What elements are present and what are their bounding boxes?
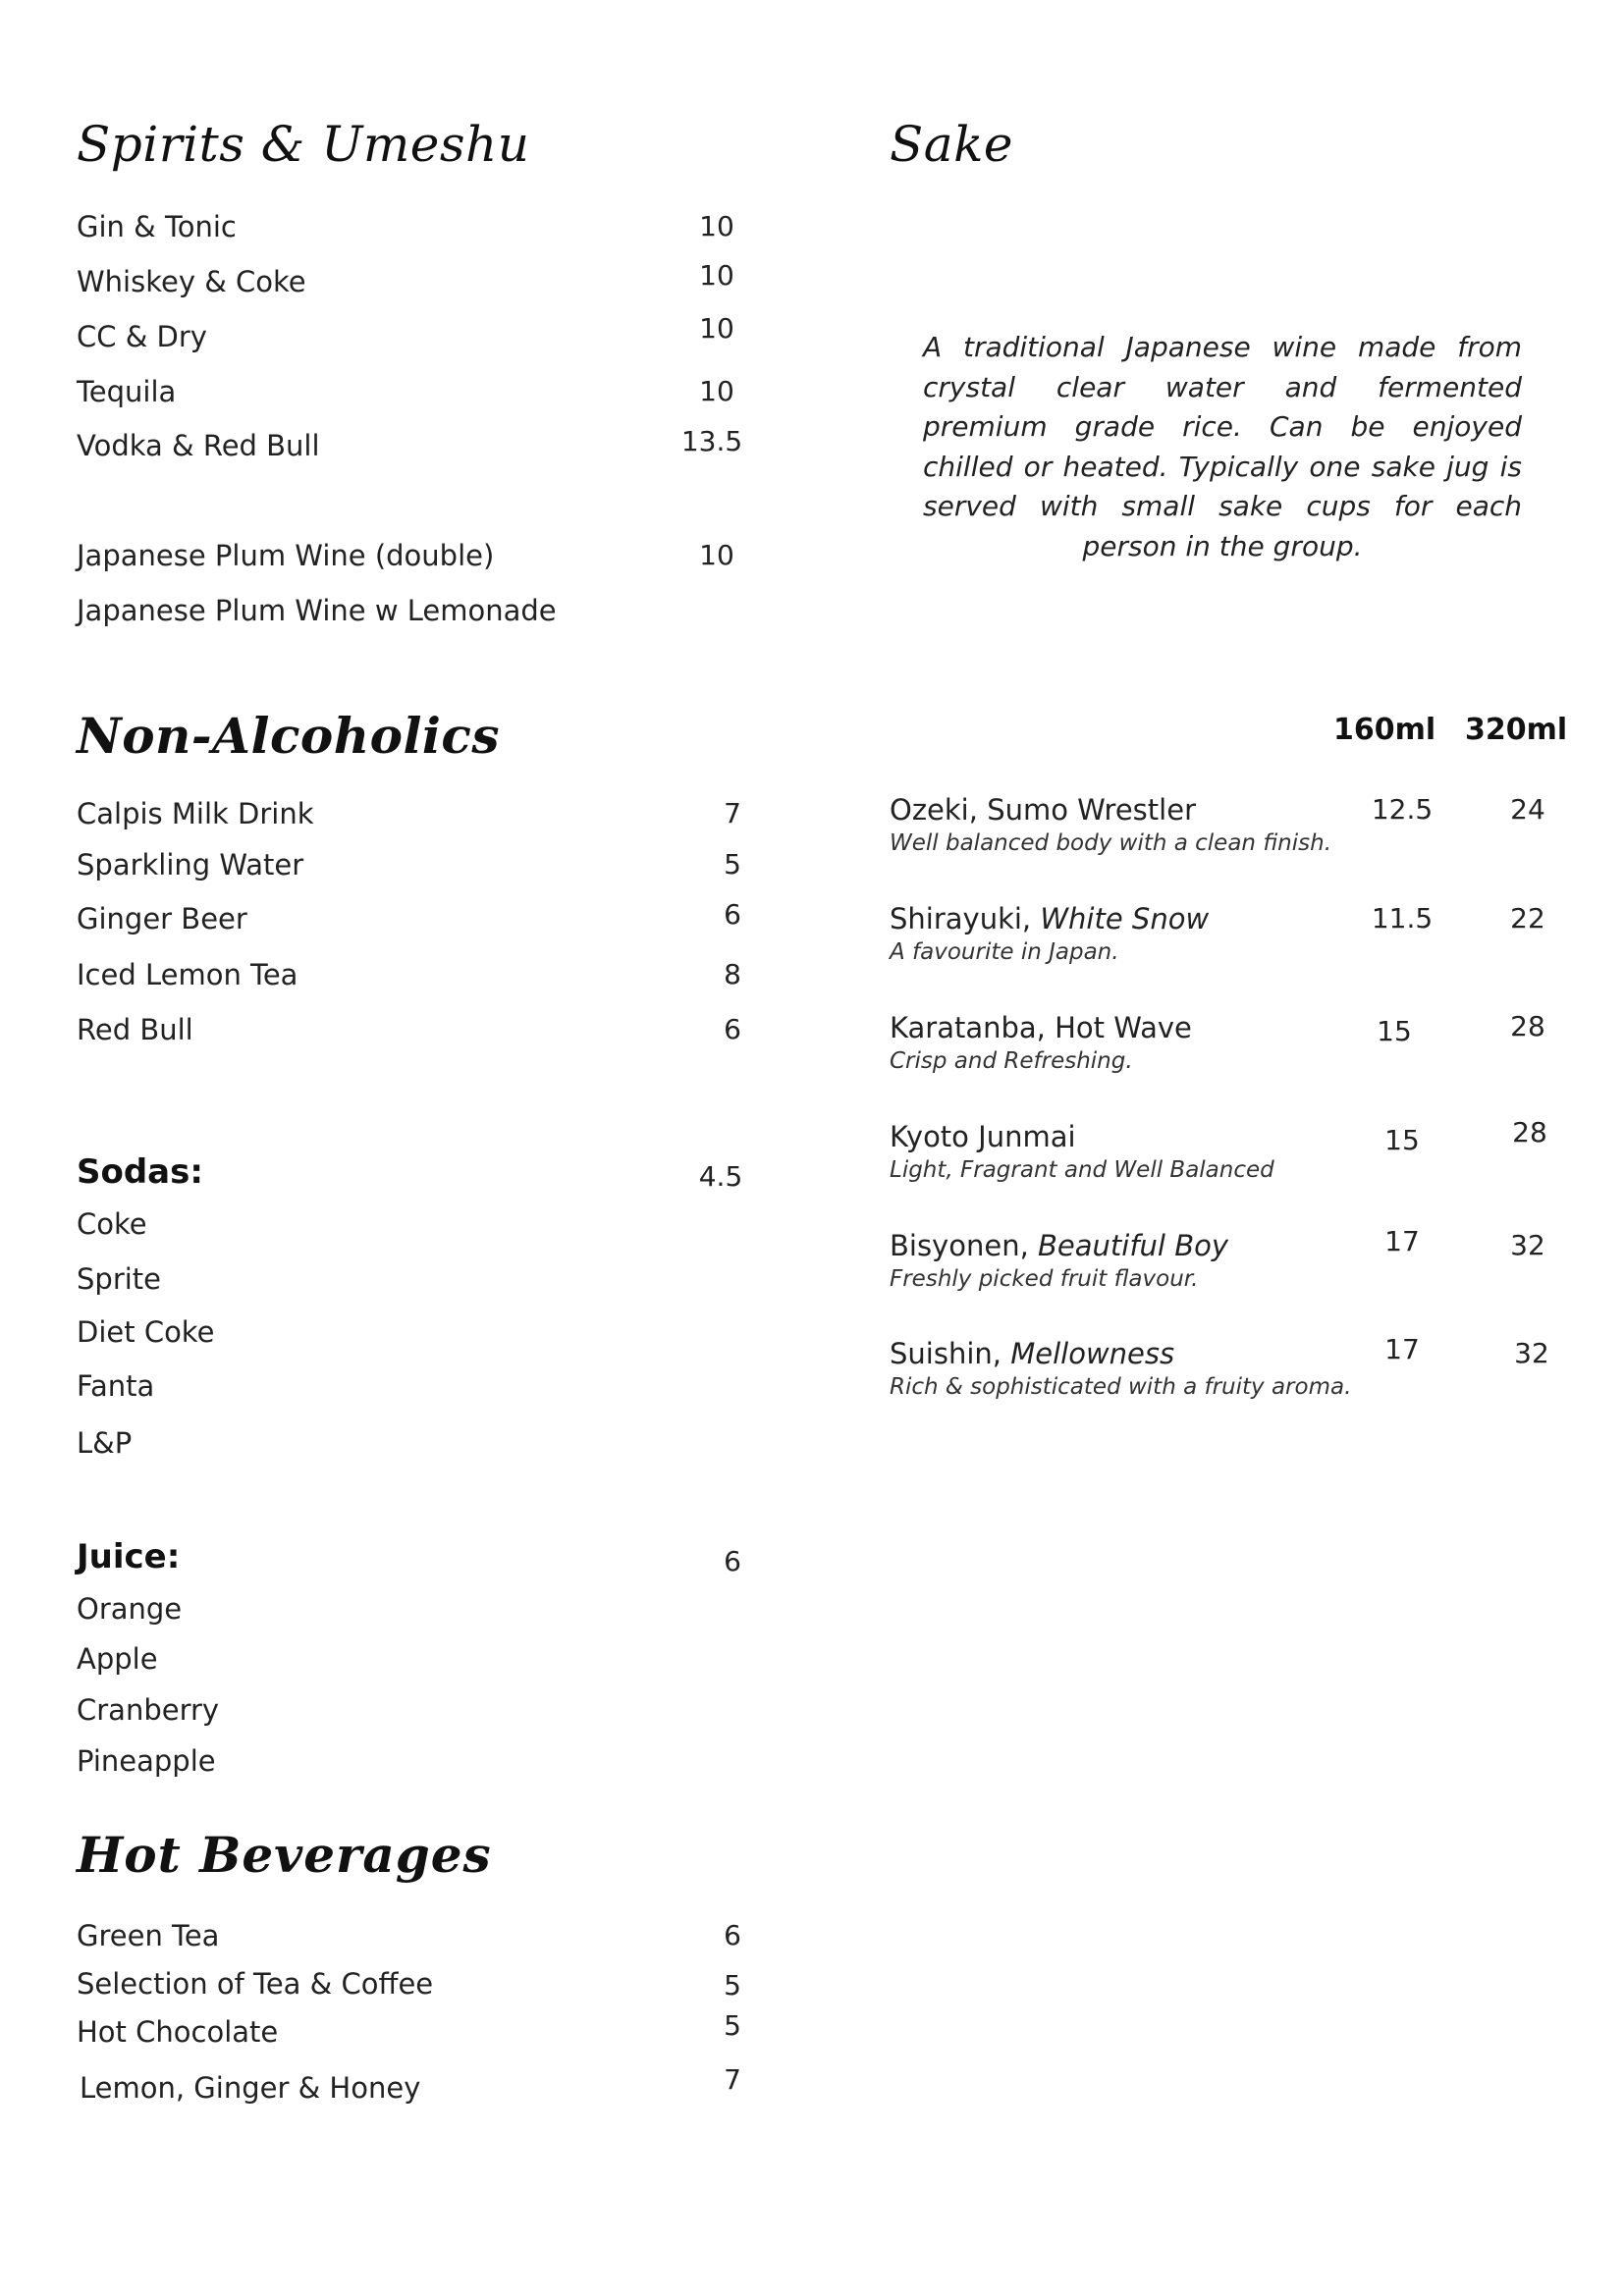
sake-name [890, 902, 1209, 935]
item-name: Coke [77, 1207, 147, 1241]
sake-name-italic: White Snow [1040, 902, 1210, 935]
menu-item [77, 539, 754, 578]
item-name: Gin & Tonic [77, 210, 237, 243]
price-320ml: 32 [1514, 1337, 1549, 1369]
sake-description: A favourite in Japan. [890, 939, 1119, 965]
list-item [77, 1315, 754, 1355]
list-item [77, 1262, 754, 1302]
list-item [77, 1642, 754, 1682]
sake-description: Well balanced body with a clean finish. [890, 830, 1332, 856]
item-name: Fanta [77, 1369, 155, 1403]
menu-item [77, 958, 754, 997]
sodas-heading: Sodas: [77, 1152, 203, 1192]
list-item [77, 1693, 754, 1733]
sake-intro: A traditional Japanese wine made from crystal clear water and fermented premium grade rice. Can be enjoyed chilled or heated. Typically one sake jug is served with small sake cups for each person in the group. [923, 331, 1522, 562]
item-name: Hot Chocolate [77, 2015, 279, 2049]
sake-name-italic: Beautiful Boy [1038, 1229, 1228, 1262]
list-item [77, 1744, 754, 1784]
menu-item [77, 1919, 754, 1958]
menu-item [77, 210, 754, 249]
item-name: Sparkling Water [77, 848, 304, 881]
sake-name [890, 1120, 1076, 1153]
sake-item [890, 902, 1577, 981]
sake-heading: Sake [890, 116, 1013, 173]
hot-beverages-heading: Hot Beverages [77, 1826, 492, 1884]
list-item [77, 1207, 754, 1247]
menu-item [77, 848, 754, 887]
sake-name-main: Karatanba, [890, 1011, 1056, 1044]
price-320ml: 32 [1510, 1229, 1545, 1261]
item-name: Sprite [77, 1262, 162, 1296]
item-name: Vodka & Red Bull [77, 429, 320, 462]
item-price: 6 [724, 1013, 741, 1045]
sake-name [890, 1011, 1192, 1044]
menu-item [77, 2063, 754, 2110]
sake-description: Light, Fragrant and Well Balanced [890, 1157, 1274, 1183]
item-price: 10 [699, 259, 734, 292]
sake-description: Rich & sophisticated with a fruity aroma. [890, 1374, 1352, 1400]
price-320ml: 22 [1510, 902, 1545, 934]
item-name: Orange [77, 1592, 183, 1626]
sake-name-main: Ozeki, [890, 793, 988, 827]
item-price: 10 [699, 375, 734, 407]
item-price: 5 [724, 2009, 741, 2042]
menu-item [77, 2009, 754, 2055]
spirits-heading: Spirits & Umeshu [77, 116, 530, 173]
item-name: Lemon, Ginger & Honey [80, 2071, 421, 2105]
item-price: 5 [724, 848, 741, 881]
item-name: Tequila [77, 375, 177, 408]
item-name: Selection of Tea & Coffee [77, 1967, 434, 2001]
item-name: Japanese Plum Wine (double) [77, 539, 495, 572]
juice-price: 6 [724, 1545, 741, 1577]
item-name: Japanese Plum Wine w Lemonade [77, 594, 557, 627]
sake-name-rest: Sumo Wrestler [987, 793, 1196, 827]
non-alcoholics-heading: Non-Alcoholics [77, 707, 501, 765]
price-160ml: 15 [1384, 1124, 1420, 1156]
price-160ml: 12.5 [1371, 793, 1434, 826]
item-name: Ginger Beer [77, 902, 247, 935]
item-name: L&P [77, 1426, 133, 1460]
list-item [77, 1426, 754, 1466]
item-price: 10 [699, 210, 734, 242]
list-item [77, 1592, 754, 1631]
item-price: 5 [724, 1969, 741, 2002]
sake-item [890, 1011, 1577, 1090]
item-name: Pineapple [77, 1744, 216, 1778]
sake-name-italic: Mellowness [1010, 1337, 1175, 1370]
price-160ml: 17 [1384, 1333, 1420, 1365]
item-name: Whiskey & Coke [77, 265, 306, 298]
item-name: Red Bull [77, 1013, 193, 1046]
menu-item [77, 425, 754, 468]
item-price: 7 [724, 2063, 741, 2096]
sake-description: Crisp and Refreshing. [890, 1048, 1133, 1074]
menu-item [77, 312, 754, 359]
item-price: 6 [724, 1919, 741, 1951]
menu-item [77, 797, 754, 836]
sake-name-main: Suishin, [890, 1337, 1011, 1370]
price-160ml: 17 [1384, 1225, 1420, 1257]
item-name: Iced Lemon Tea [77, 958, 298, 991]
menu-item [77, 1967, 754, 2006]
item-name: CC & Dry [77, 320, 207, 353]
menu-item [77, 1013, 754, 1052]
sake-item [890, 793, 1577, 872]
size-large-header: 320ml [1465, 713, 1568, 747]
price-320ml: 24 [1510, 793, 1545, 826]
size-small-header: 160ml [1333, 713, 1436, 747]
price-160ml: 11.5 [1371, 902, 1434, 934]
item-price: 10 [699, 312, 734, 345]
item-price: 13.5 [680, 425, 743, 457]
sake-item [890, 1333, 1577, 1415]
item-name: Calpis Milk Drink [77, 797, 314, 830]
sake-item [890, 1225, 1577, 1308]
menu-item [77, 259, 754, 304]
item-price: 10 [699, 539, 734, 571]
list-item [77, 1369, 754, 1409]
sodas-price: 4.5 [698, 1160, 743, 1193]
price-320ml: 28 [1512, 1116, 1547, 1148]
sake-name [890, 793, 1196, 827]
sake-name-rest: Hot Wave [1055, 1011, 1192, 1044]
sake-description: Freshly picked fruit flavour. [890, 1266, 1199, 1292]
item-name: Green Tea [77, 1919, 220, 1952]
menu-item [77, 594, 754, 633]
sake-name-main: Shirayuki, [890, 902, 1041, 935]
price-320ml: 28 [1510, 1010, 1545, 1042]
menu-item [77, 375, 754, 414]
item-price: 6 [724, 898, 741, 931]
item-name: Diet Coke [77, 1315, 215, 1349]
juice-heading: Juice: [77, 1537, 181, 1576]
sake-name-main: Bisyonen, [890, 1229, 1039, 1262]
item-name: Apple [77, 1642, 158, 1676]
item-price: 8 [724, 958, 741, 990]
menu-item [77, 898, 754, 941]
sake-name [890, 1229, 1228, 1262]
item-name: Cranberry [77, 1693, 220, 1727]
price-160ml: 15 [1377, 1015, 1412, 1047]
sake-name-main: Kyoto Junmai [890, 1120, 1076, 1153]
item-price: 7 [724, 797, 741, 829]
sake-item [890, 1116, 1577, 1199]
sake-name [890, 1337, 1174, 1370]
